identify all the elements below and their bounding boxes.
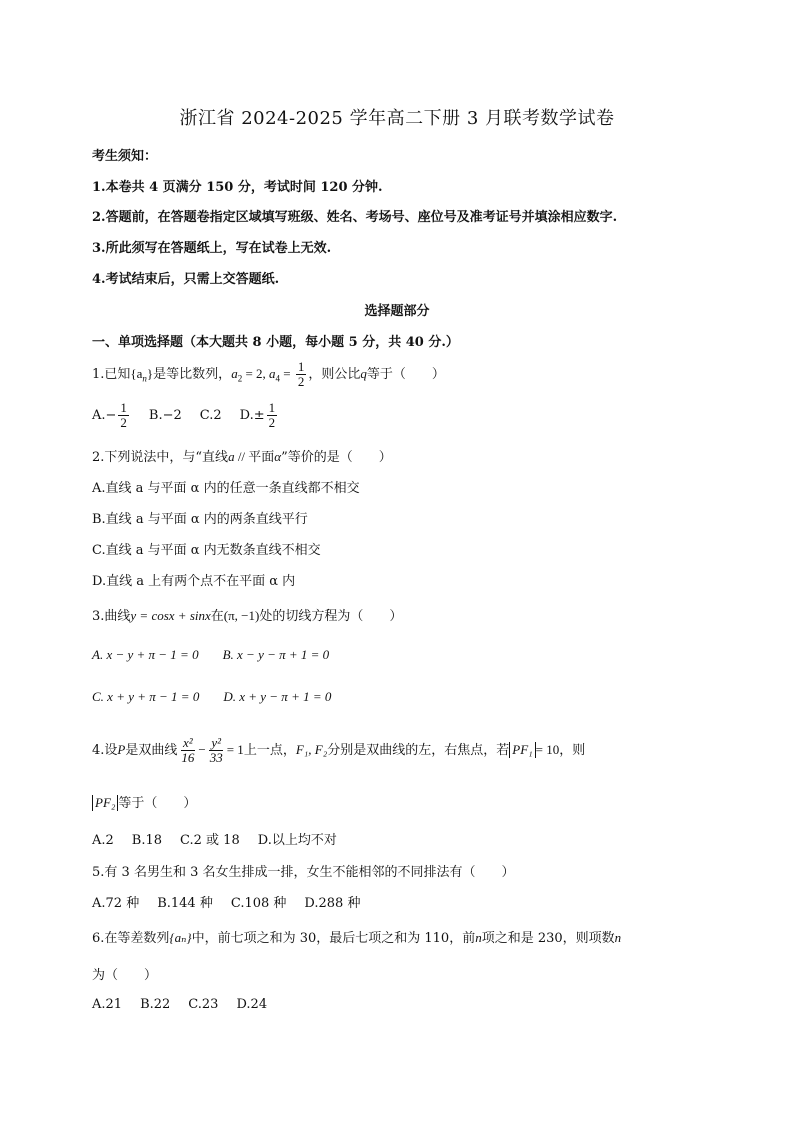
question-4-options [92, 829, 355, 848]
option-d: D.± $\frac{1}{2}$ [239, 399, 276, 430]
option-b: B.22 [140, 997, 171, 1012]
question-4-stem: 4.设P是双曲线 $\frac{\text{x²}}{16}$ − $\frac{\text{y²}}{33}$ = 1上一点，F₁, F₂分别是双曲线的左，右焦点，若 PF₁ = 10，则 [92, 734, 586, 765]
option-a: A.2 [92, 833, 114, 848]
exam-title: 浙江省 2024-2025 学年高二下册 3 月联考数学试卷 [179, 108, 615, 129]
section-title: 选择题部分 [364, 304, 430, 319]
option-a: A.− $\frac{1}{2}$ [92, 399, 127, 430]
option-d: D.288 种 [304, 896, 361, 911]
notice-item-1: 1.本卷共 4 页满分 150 分，考试时间 120 分钟. [92, 180, 383, 195]
fraction: $\frac{1}{2}$ [297, 358, 305, 389]
question-2-stem: 2.下列说法中，与“直线a // 平面α”等价的是（ ） [92, 449, 392, 465]
question-5-stem: 5.有 3 名男生和 3 名女生排成一排，女生不能相邻的不同排法有（ ） [92, 865, 515, 880]
question-3-options-row1 [92, 647, 347, 663]
notice-item-4: 4.考试结束后，只需上交答题纸. [92, 272, 280, 287]
question-6-options [92, 997, 285, 1012]
question-6-stem: 6.在等差数列{aₙ}中，前七项之和为 30，最后七项之和为 110，前n项之和是 230，则项数n [92, 930, 622, 946]
option-b: B.−2 [148, 408, 182, 423]
notice-item-2: 2.答题前，在答题卷指定区域填写班级、姓名、考场号、座位号及准考证号并填涂相应数字. [92, 210, 618, 225]
question-6-stem-cont: 为（ ） [92, 968, 158, 983]
option-a: A. x − y + π − 1 = 0 [92, 647, 199, 662]
question-1-options [92, 398, 297, 434]
option-c: C.23 [188, 997, 219, 1012]
option-a: A.21 [92, 997, 123, 1012]
part-heading: 一、单项选择题（本大题共 8 小题，每小题 5 分，共 40 分.） [92, 335, 459, 350]
question-4-stem-cont: PF₂ 等于（ ） [92, 792, 196, 811]
option-c: C.2 或 18 [180, 833, 240, 848]
option-d: D.以上均不对 [257, 833, 337, 848]
option-c: C.108 种 [230, 896, 287, 911]
question-2-option-d: D.直线 a 上有两个点不在平面 α 内 [92, 574, 296, 589]
option-c: C. x + y + π − 1 = 0 [92, 689, 200, 704]
option-b: B. x − y − π + 1 = 0 [222, 647, 330, 662]
option-a: A.72 种 [92, 896, 140, 911]
question-1-stem: 1.已知$\{a_n\}$是等比数列，$a_2 = 2$, $a_4$ = $\frac{1}{2}$ ，则公比q等于（ ） [92, 358, 445, 389]
option-c: C.2 [199, 408, 222, 423]
question-2-option-c: C.直线 a 与平面 α 内无数条直线不相交 [92, 543, 321, 558]
question-2-option-b: B.直线 a 与平面 α 内的两条直线平行 [92, 512, 308, 527]
question-3-options-row2 [92, 689, 349, 705]
question-3-stem: 3.曲线y = cosx + sinx在(π, −1)处的切线方程为（ ） [92, 608, 403, 624]
option-b: B.18 [131, 833, 163, 848]
question-2-option-a: A.直线 a 与平面 α 内的任意一条直线都不相交 [92, 481, 360, 496]
option-d: D. x + y − π + 1 = 0 [223, 689, 332, 704]
notice-item-3: 3.所此须写在答题纸上，写在试卷上无效. [92, 241, 332, 256]
option-b: B.144 种 [157, 896, 213, 911]
option-d: D.24 [236, 997, 268, 1012]
question-5-options [92, 892, 378, 911]
notice-heading: 考生须知： [92, 149, 158, 164]
